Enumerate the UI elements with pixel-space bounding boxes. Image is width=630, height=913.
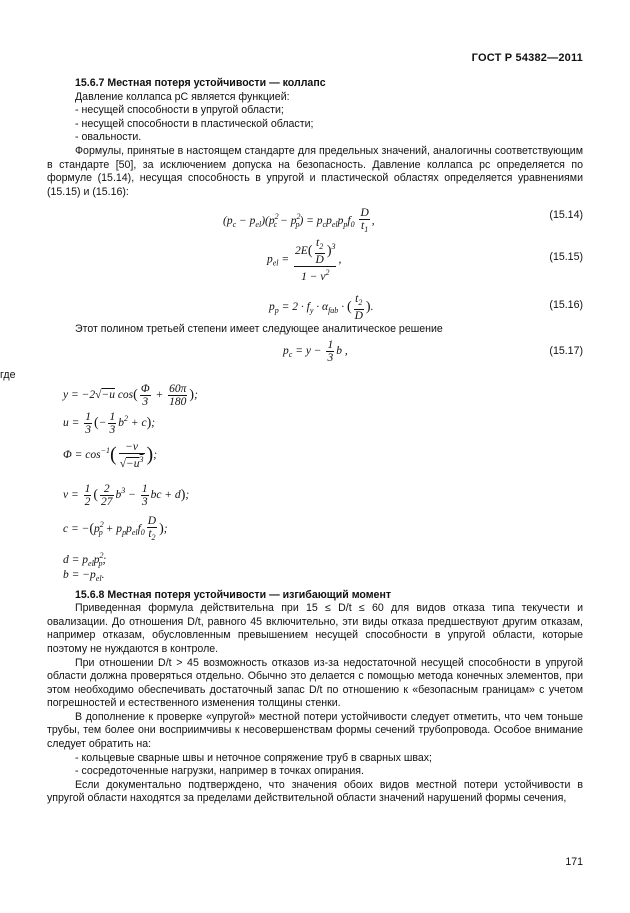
section-title-bending: 15.6.8 Местная потеря устойчивости — изгибающий момент xyxy=(75,588,392,601)
paragraph: Этот полином третьей степени имеет следующее аналитическое решение xyxy=(75,323,443,336)
list-item: - кольцевые сварные швы и неточное сопряжение труб в сварных швах; xyxy=(75,751,433,764)
equation-number: (15.17) xyxy=(549,344,583,357)
equation-15-14 xyxy=(47,199,583,233)
list-item: - овальности. xyxy=(75,131,142,144)
intro-text: Давление коллапса pC является функцией: xyxy=(75,90,290,103)
definition-u: u = $\frac{1}{3}$ (− $\frac{1}{3}$ $b^2 + c$); xyxy=(63,410,156,436)
definition-d: $d = p_{el}p^2_p$; xyxy=(63,550,107,568)
definition-b: $b = -p_{el}$. xyxy=(63,568,105,583)
paragraph: Приведенная формула действительна при 15 ≤ D/t ≤ 60 для видов отказа типа текучести и овализации. До отношения D/t, равного 45 включительно, эти виды отказа предшествуют другим отказам, например отказам, обусловленным превышением несущей способности в упругой области, которые поэтому не нуждаются в контроле. xyxy=(47,602,583,655)
equation-body: $(p_c - p_{el})(p^2_c - p^2_p) = p_cp_{el}p_pf_0$ $\frac{D}{t_1}$ , xyxy=(223,207,375,235)
definition-v: v = $\frac{1}{2}$ ( $\frac{2}{27}$ $b^3$ − $\frac{1}{3}$ bc + d); xyxy=(63,482,190,508)
section-title-collapse: 15.6.7 Местная потеря устойчивости — коллапс xyxy=(75,77,326,89)
equation-body: $p_p = 2 \cdot f_y \cdot \alpha_{fab}$ · ( $\frac{t_2}{D}$ ). xyxy=(269,293,374,323)
page-content xyxy=(0,77,583,806)
equation-number: (15.15) xyxy=(549,251,583,264)
equation-body: $p_{el}$ = 2E( $\frac{t_2}{D}$ )$^3$ $1 - v^2$ , xyxy=(267,237,342,284)
definition-phi: $\Phi = \cos^{-1}$( $\frac{-v}{√-u^3}$ ); xyxy=(63,440,158,470)
paragraph: В дополнение к проверке «упругой» местной потери устойчивости следует отметить, что чем тоньше трубы, тем более они восприимчивы к несовершенствам формы сечений трубопровода. Особое внимание следует обратить на: xyxy=(47,710,583,751)
equation-number: (15.14) xyxy=(549,209,583,222)
list-item: - несущей способности в упругой области; xyxy=(75,104,284,117)
definition-c: $c = -(p^2_p + p_pp_{el}f_0$ $\frac{D}{t_2}$ ); xyxy=(63,514,168,542)
page-number: 171 xyxy=(565,856,583,868)
equation-number: (15.16) xyxy=(549,299,583,312)
equation-15-16 xyxy=(47,289,583,323)
list-item: - сосредоточенные нагрузки, например в точках опирания. xyxy=(75,765,364,778)
definition-y: y = −2√−u cos( $\frac{\Phi}{3}$ + $\frac{60\pi}{180}$ ); xyxy=(63,382,198,408)
where-label: где xyxy=(0,368,16,381)
equation-body: $p_c = y$ − $\frac{1}{3}$ b , xyxy=(283,338,348,364)
paragraph: При отношении D/t > 45 возможность отказов из-за недостаточной несущей способности в упругой области должна проверяться отдельно. Обычно это делается с помощью метода конечных элементов, при этом необходимо обеспечивать достаточный запас D/t по отношению к «безопасным границам» с учетом погрешностей и естественного изменения толщины стенки. xyxy=(47,656,583,710)
list-item: - несущей способности в пластической области; xyxy=(75,117,314,130)
document-standard-header: ГОСТ Р 54382—2011 xyxy=(471,52,583,64)
equation-15-17 xyxy=(47,337,583,369)
paragraph: Формулы, принятые в настоящем стандарте для предельных значений, аналогичны соответствующим в стандарте [50], за исключением допуска на безопасность. Давление коллапса pc определяется по формуле (15.14), несущая способность в упругой и пластической областях определяется уравнениями (15.15) и (15.16): xyxy=(47,144,583,198)
equation-15-15 xyxy=(47,233,583,283)
paragraph: Если документально подтверждено, что значения обоих видов местной потери устойчивости в упругой области находятся за пределами действительной области значений нарушений формы сечения, xyxy=(47,778,583,805)
